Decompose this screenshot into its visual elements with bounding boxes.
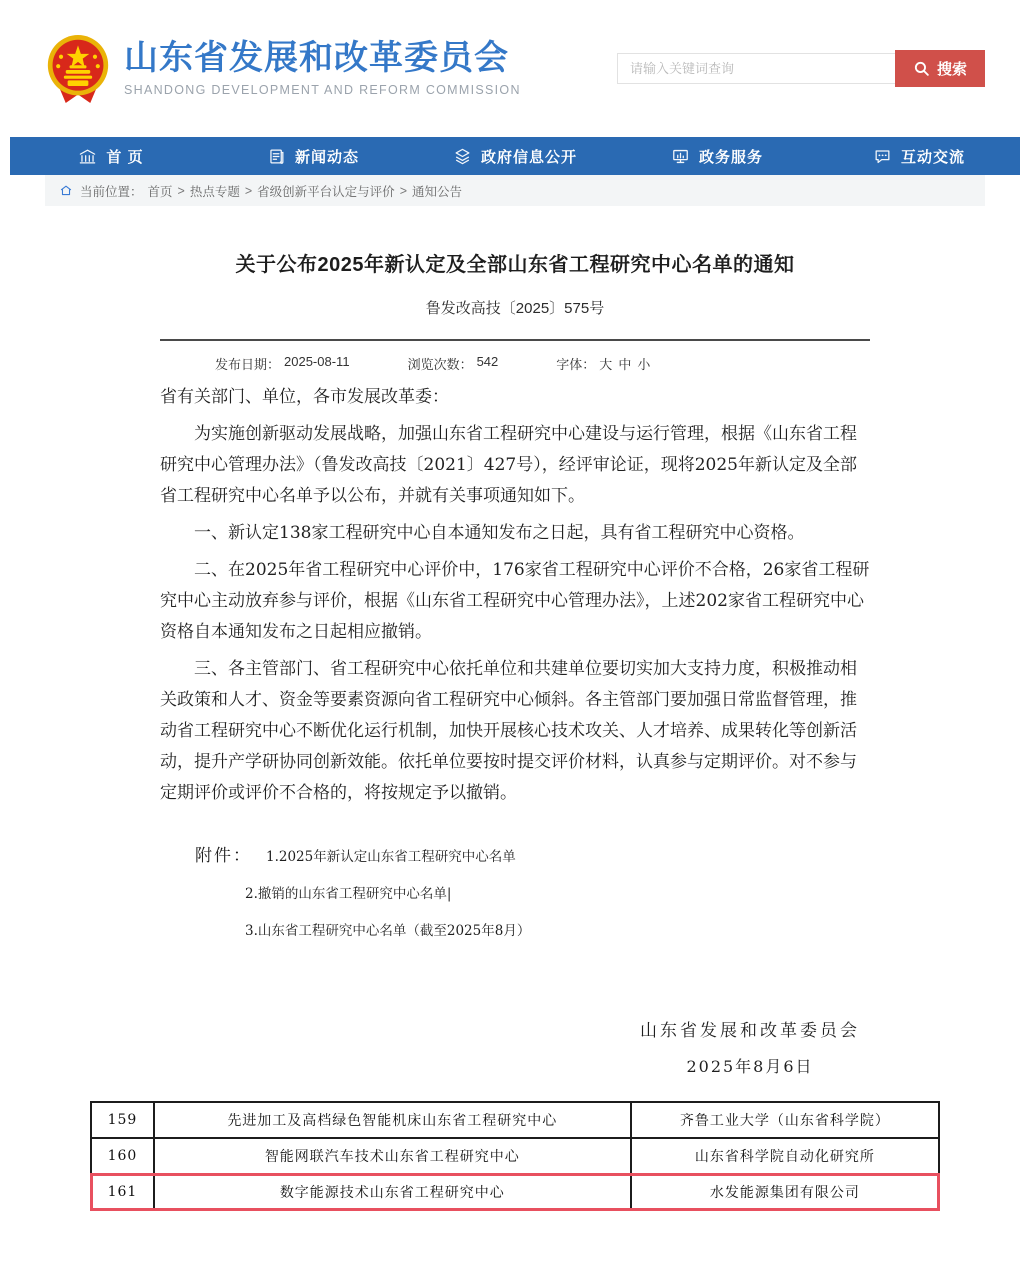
main-nav [10,137,1020,175]
row-number: 161 [91,1174,154,1210]
meta-divider [160,339,870,341]
row-number: 160 [91,1138,154,1174]
attachment-link-1[interactable]: 1.2025年新认定山东省工程研究中心名单 [266,849,516,865]
monitor-icon [671,147,690,166]
publish-date: 发布日期： 2025-08-11 [215,354,350,372]
row-number: 159 [91,1102,154,1138]
font-size-medium[interactable]: 中 [618,357,632,372]
table-row-highlighted [91,1174,939,1210]
breadcrumb: 当前位置： 首页 > 热点专题 > 省级创新平台认定与评价 > 通知公告 [45,175,985,206]
nav-item-news[interactable] [212,137,414,175]
salutation: 省有关部门、单位，各市发展改革委： [160,387,449,407]
signature-org: 山东省发展和改革委员会 [640,1021,860,1041]
notice-document [45,248,985,1077]
attachments [160,839,870,950]
signature-block [160,1016,870,1077]
breadcrumb-platform[interactable]: 省级创新平台认定与评价 [257,184,395,199]
search-area [617,50,985,87]
site-brand [45,33,521,105]
site-title: 山东省发展和改革委员会 [124,38,509,77]
center-name: 数字能源技术山东省工程研究中心 [154,1174,631,1210]
news-icon [267,147,286,166]
search-button[interactable] [895,50,985,87]
nav-item-gov-info[interactable] [414,137,616,175]
nav-item-interaction[interactable] [818,137,1020,175]
breadcrumb-prefix: 当前位置： [80,184,143,199]
signature-date: 2025年8月6日 [686,1057,814,1076]
host-organization: 山东省科学院自动化研究所 [631,1138,939,1174]
nav-item-home[interactable] [10,137,212,175]
table-row [91,1138,939,1174]
paragraph: 为实施创新驱动发展战略，加强山东省工程研究中心建设与运行管理，根据《山东省工程研究中心管理办法》（鲁发改高技〔2021〕427号），经评审论证，现将2025年新认定及全部省工程研究中心名单予以公布，并就有关事项通知如下。 [160,424,857,506]
nav-item-label: 首 页 [106,148,144,166]
view-count: 浏览次数： 542 [407,354,499,372]
center-name: 先进加工及高档绿色智能机床山东省工程研究中心 [154,1102,631,1138]
center-name: 智能网联汽车技术山东省工程研究中心 [154,1138,631,1174]
font-size-small[interactable]: 小 [637,357,651,372]
nav-item-label: 政府信息公开 [480,148,577,166]
font-size-control: 字体： 大 中 小 [556,354,650,373]
site-subtitle: SHANDONG DEVELOPMENT AND REFORM COMMISSION [124,83,521,98]
search-icon [913,60,930,77]
center-list-table [90,1101,940,1211]
host-organization: 齐鲁工业大学（山东省科学院） [631,1102,939,1138]
chat-icon [873,147,892,166]
attachment-link-3[interactable]: 3.山东省工程研究中心名单（截至2025年8月） [245,923,531,939]
breadcrumb-home[interactable]: 首页 [147,184,173,199]
attachment-link-2[interactable]: 2.撤销的山东省工程研究中心名单| [245,886,452,902]
breadcrumb-notices[interactable]: 通知公告 [412,184,463,199]
font-size-large[interactable]: 大 [599,357,613,372]
layers-icon [453,147,472,166]
search-input[interactable] [617,53,895,84]
table-row [91,1102,939,1138]
document-title: 关于公布2025年新认定及全部山东省工程研究中心名单的通知 [235,254,795,276]
location-home-icon [59,184,73,197]
national-emblem-logo [45,33,111,105]
document-meta [160,354,870,373]
nav-item-services[interactable] [616,137,818,175]
paragraph: 三、各主管部门、省工程研究中心依托单位和共建单位要切实加大支持力度，积极推动相关政策和人才、资金等要素资源向省工程研究中心倾斜。各主管部门要加强日常监督管理，推动省工程研究中心不断优化运行机制，加快开展核心技术攻关、人才培养、成果转化等创新活动，提升产学研协同创新效能。依托单位要按时提交评价材料，认真参与定期评价。对不参与定期评价或评价不合格的，将按规定予以撤销。 [160,659,857,803]
nav-item-label: 新闻动态 [294,148,359,166]
site-header [0,0,1030,137]
home-icon [78,147,97,166]
breadcrumb-topics[interactable]: 热点专题 [189,184,240,199]
paragraph: 一、新认定138家工程研究中心自本通知发布之日起，具有省工程研究中心资格。 [194,523,805,543]
host-organization: 水发能源集团有限公司 [631,1174,939,1210]
brand-text [124,40,521,97]
document-number: 鲁发改高技〔2025〕575号 [425,300,605,317]
attachments-label: 附件： [195,846,252,866]
document-body [160,382,870,809]
nav-item-label: 互动交流 [900,148,965,166]
search-button-label: 搜索 [936,61,967,78]
paragraph: 二、在2025年省工程研究中心评价中，176家省工程研究中心评价不合格，26家省工程研究中心主动放弃参与评价，根据《山东省工程研究中心管理办法》，上述202家省工程研究中心资格自本通知发布之日起相应撤销。 [160,560,870,642]
nav-item-label: 政务服务 [698,148,763,166]
